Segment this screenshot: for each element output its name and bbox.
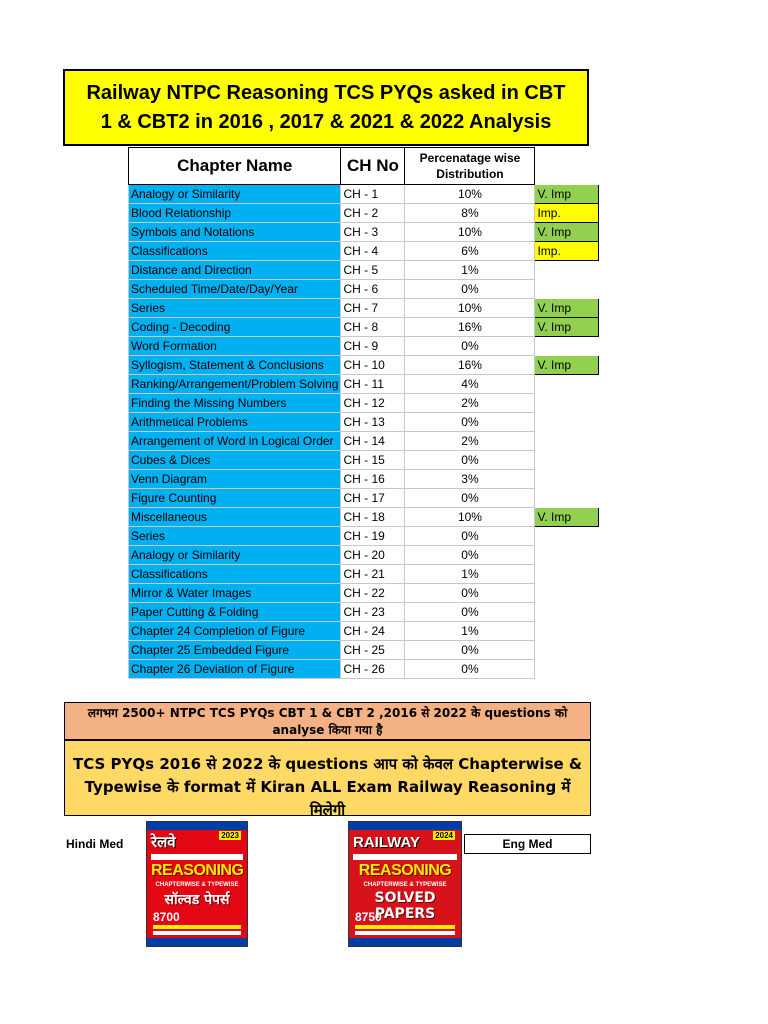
chapter-table (128, 147, 599, 679)
chapter-name-cell: Arithmetical Problems (129, 413, 341, 432)
percentage-cell: 3% (405, 470, 535, 489)
book-top-band (349, 822, 461, 830)
book-main-title: REASONING (358, 862, 452, 879)
book-year: 2023 (221, 831, 239, 840)
table-row (129, 280, 599, 299)
chapter-number-cell: CH - 8 (341, 318, 405, 337)
chapter-name-cell: Finding the Missing Numbers (129, 394, 341, 413)
chapter-name-cell: Analogy or Similarity (129, 185, 341, 204)
book-year: 2024 (435, 831, 453, 840)
table-row (129, 185, 599, 204)
importance-tag-cell (535, 413, 599, 432)
percentage-cell: 6% (405, 242, 535, 261)
importance-tag-cell (535, 660, 599, 679)
header-tag-blank (535, 148, 599, 185)
header-ch-no: CH No (341, 148, 405, 185)
chapter-name-cell: Chapter 25 Embedded Figure (129, 641, 341, 660)
analysis-note: लगभग 2500+ NTPC TCS PYQs CBT 1 & CBT 2 ,2016 से 2022 के questions को analyse किया गया है (64, 702, 591, 740)
percentage-cell: 0% (405, 527, 535, 546)
importance-tag-cell: V. Imp (535, 299, 599, 318)
book-availability-note: TCS PYQs 2016 से 2022 के questions आप को केवल Chapterwise & Typewise के format में Kiran ALL Exam Railway Reasoning में मिलेगी (64, 740, 591, 816)
table-row (129, 318, 599, 337)
percentage-cell: 1% (405, 622, 535, 641)
importance-tag-cell (535, 470, 599, 489)
table-row (129, 641, 599, 660)
chapter-name-cell: Word Formation (129, 337, 341, 356)
percentage-cell: 10% (405, 299, 535, 318)
importance-tag-cell: V. Imp (535, 223, 599, 242)
table-row (129, 375, 599, 394)
importance-tag-cell (535, 337, 599, 356)
chapter-number-cell: CH - 19 (341, 527, 405, 546)
chapter-number-cell: CH - 9 (341, 337, 405, 356)
hindi-medium-label: Hindi Med (66, 837, 124, 851)
chapter-name-cell: Miscellaneous (129, 508, 341, 527)
percentage-cell: 1% (405, 565, 535, 584)
table-row (129, 527, 599, 546)
chapter-number-cell: CH - 22 (341, 584, 405, 603)
importance-tag-cell: V. Imp (535, 318, 599, 337)
chapter-number-cell: CH - 4 (341, 242, 405, 261)
english-book-cover (349, 822, 461, 946)
chapter-name-cell: Cubes & Dices (129, 451, 341, 470)
table-row (129, 356, 599, 375)
chapter-name-cell: Mirror & Water Images (129, 584, 341, 603)
chapter-number-cell: CH - 23 (341, 603, 405, 622)
chapter-name-cell: Series (129, 527, 341, 546)
book-question-count: 8700 (153, 910, 180, 924)
page-title: Railway NTPC Reasoning TCS PYQs asked in CBT 1 & CBT2 in 2016 , 2017 & 2021 & 2022 Analysis (86, 81, 566, 133)
book-question-count: 8750 (355, 910, 382, 924)
chapter-number-cell: CH - 3 (341, 223, 405, 242)
importance-tag-cell (535, 546, 599, 565)
percentage-cell: 0% (405, 489, 535, 508)
percentage-cell: 0% (405, 280, 535, 299)
importance-tag-cell (535, 451, 599, 470)
importance-tag-cell (535, 261, 599, 280)
chapter-number-cell: CH - 5 (341, 261, 405, 280)
chapter-name-cell: Paper Cutting & Folding (129, 603, 341, 622)
importance-tag-cell (535, 641, 599, 660)
importance-tag-cell: Imp. (535, 242, 599, 261)
chapter-number-cell: CH - 6 (341, 280, 405, 299)
chapter-name-cell: Coding - Decoding (129, 318, 341, 337)
book-strip (355, 931, 455, 935)
percentage-cell: 0% (405, 641, 535, 660)
percentage-cell: 2% (405, 394, 535, 413)
table-row (129, 337, 599, 356)
percentage-cell: 1% (405, 261, 535, 280)
chapter-number-cell: CH - 26 (341, 660, 405, 679)
chapter-number-cell: CH - 12 (341, 394, 405, 413)
percentage-cell: 2% (405, 432, 535, 451)
percentage-cell: 0% (405, 660, 535, 679)
chapter-number-cell: CH - 16 (341, 470, 405, 489)
chapter-name-cell: Classifications (129, 242, 341, 261)
chapter-number-cell: CH - 18 (341, 508, 405, 527)
book-top-band (147, 822, 247, 830)
percentage-cell: 10% (405, 508, 535, 527)
book-strip (153, 925, 241, 929)
table-row (129, 432, 599, 451)
percentage-cell: 0% (405, 413, 535, 432)
chapter-number-cell: CH - 11 (341, 375, 405, 394)
book-divider (151, 854, 243, 860)
table-row (129, 546, 599, 565)
chapter-name-cell: Symbols and Notations (129, 223, 341, 242)
book-solved-title: सॉल्वड पेपर्स (164, 892, 230, 908)
chapter-number-cell: CH - 2 (341, 204, 405, 223)
chapter-name-cell: Classifications (129, 565, 341, 584)
importance-tag-cell: Imp. (535, 204, 599, 223)
importance-tag-cell (535, 432, 599, 451)
chapter-number-cell: CH - 14 (341, 432, 405, 451)
book-subtitle: CHAPTERWISE & TYPEWISE (155, 882, 239, 888)
english-medium-label: Eng Med (464, 834, 591, 854)
percentage-cell: 16% (405, 318, 535, 337)
importance-tag-cell (535, 584, 599, 603)
book-strip (355, 925, 455, 929)
chapter-name-cell: Syllogism, Statement & Conclusions (129, 356, 341, 375)
table-row (129, 584, 599, 603)
table-row (129, 660, 599, 679)
chapter-name-cell: Scheduled Time/Date/Day/Year (129, 280, 341, 299)
importance-tag-cell (535, 527, 599, 546)
table-row (129, 470, 599, 489)
table-row (129, 565, 599, 584)
percentage-cell: 10% (405, 185, 535, 204)
chapter-name-cell: Figure Counting (129, 489, 341, 508)
table-row (129, 223, 599, 242)
percentage-cell: 8% (405, 204, 535, 223)
table-row (129, 204, 599, 223)
chapter-number-cell: CH - 7 (341, 299, 405, 318)
chapter-number-cell: CH - 20 (341, 546, 405, 565)
chapter-name-cell: Blood Relationship (129, 204, 341, 223)
table-row (129, 394, 599, 413)
chapter-number-cell: CH - 1 (341, 185, 405, 204)
chapter-name-cell: Distance and Direction (129, 261, 341, 280)
chapter-name-cell: Venn Diagram (129, 470, 341, 489)
table-row (129, 242, 599, 261)
chapter-name-cell: Chapter 24 Completion of Figure (129, 622, 341, 641)
table-row (129, 299, 599, 318)
book-divider (353, 854, 457, 860)
book-subtitle: CHAPTERWISE & TYPEWISE (363, 882, 447, 888)
table-row (129, 413, 599, 432)
table-row (129, 603, 599, 622)
chapter-number-cell: CH - 21 (341, 565, 405, 584)
importance-tag-cell: V. Imp (535, 356, 599, 375)
chapter-number-cell: CH - 15 (341, 451, 405, 470)
percentage-cell: 10% (405, 223, 535, 242)
header-chapter-name: Chapter Name (129, 148, 341, 185)
book-solved-title: SOLVED PAPERS (374, 890, 436, 922)
table-row (129, 451, 599, 470)
header-percentage: Percenatage wise Distribution (405, 148, 535, 185)
percentage-cell: 0% (405, 546, 535, 565)
hindi-book-cover (147, 822, 247, 946)
chapter-number-cell: CH - 13 (341, 413, 405, 432)
table-row (129, 508, 599, 527)
chapter-number-cell: CH - 24 (341, 622, 405, 641)
percentage-cell: 4% (405, 375, 535, 394)
chapter-name-cell: Ranking/Arrangement/Problem Solving (129, 375, 341, 394)
importance-tag-cell: V. Imp (535, 185, 599, 204)
importance-tag-cell (535, 622, 599, 641)
percentage-cell: 0% (405, 451, 535, 470)
chapter-name-cell: Series (129, 299, 341, 318)
importance-tag-cell (535, 375, 599, 394)
page-title-box (63, 69, 589, 146)
importance-tag-cell (535, 394, 599, 413)
book-bottom-band (349, 938, 461, 946)
chapter-number-cell: CH - 17 (341, 489, 405, 508)
book-brand: रेलवे (151, 834, 176, 851)
book-main-title: REASONING (151, 862, 244, 879)
table-row (129, 622, 599, 641)
chapter-name-cell: Arrangement of Word in Logical Order (129, 432, 341, 451)
percentage-cell: 0% (405, 584, 535, 603)
book-brand: RAILWAY (353, 834, 420, 851)
table-header-row (129, 148, 599, 185)
importance-tag-cell (535, 280, 599, 299)
chapter-name-cell: Analogy or Similarity (129, 546, 341, 565)
importance-tag-cell (535, 603, 599, 622)
table-row (129, 261, 599, 280)
importance-tag-cell (535, 489, 599, 508)
percentage-cell: 16% (405, 356, 535, 375)
book-bottom-band (147, 938, 247, 946)
chapter-number-cell: CH - 10 (341, 356, 405, 375)
book-strip (153, 931, 241, 935)
importance-tag-cell: V. Imp (535, 508, 599, 527)
chapter-name-cell: Chapter 26 Deviation of Figure (129, 660, 341, 679)
percentage-cell: 0% (405, 603, 535, 622)
importance-tag-cell (535, 565, 599, 584)
percentage-cell: 0% (405, 337, 535, 356)
table-row (129, 489, 599, 508)
chapter-number-cell: CH - 25 (341, 641, 405, 660)
